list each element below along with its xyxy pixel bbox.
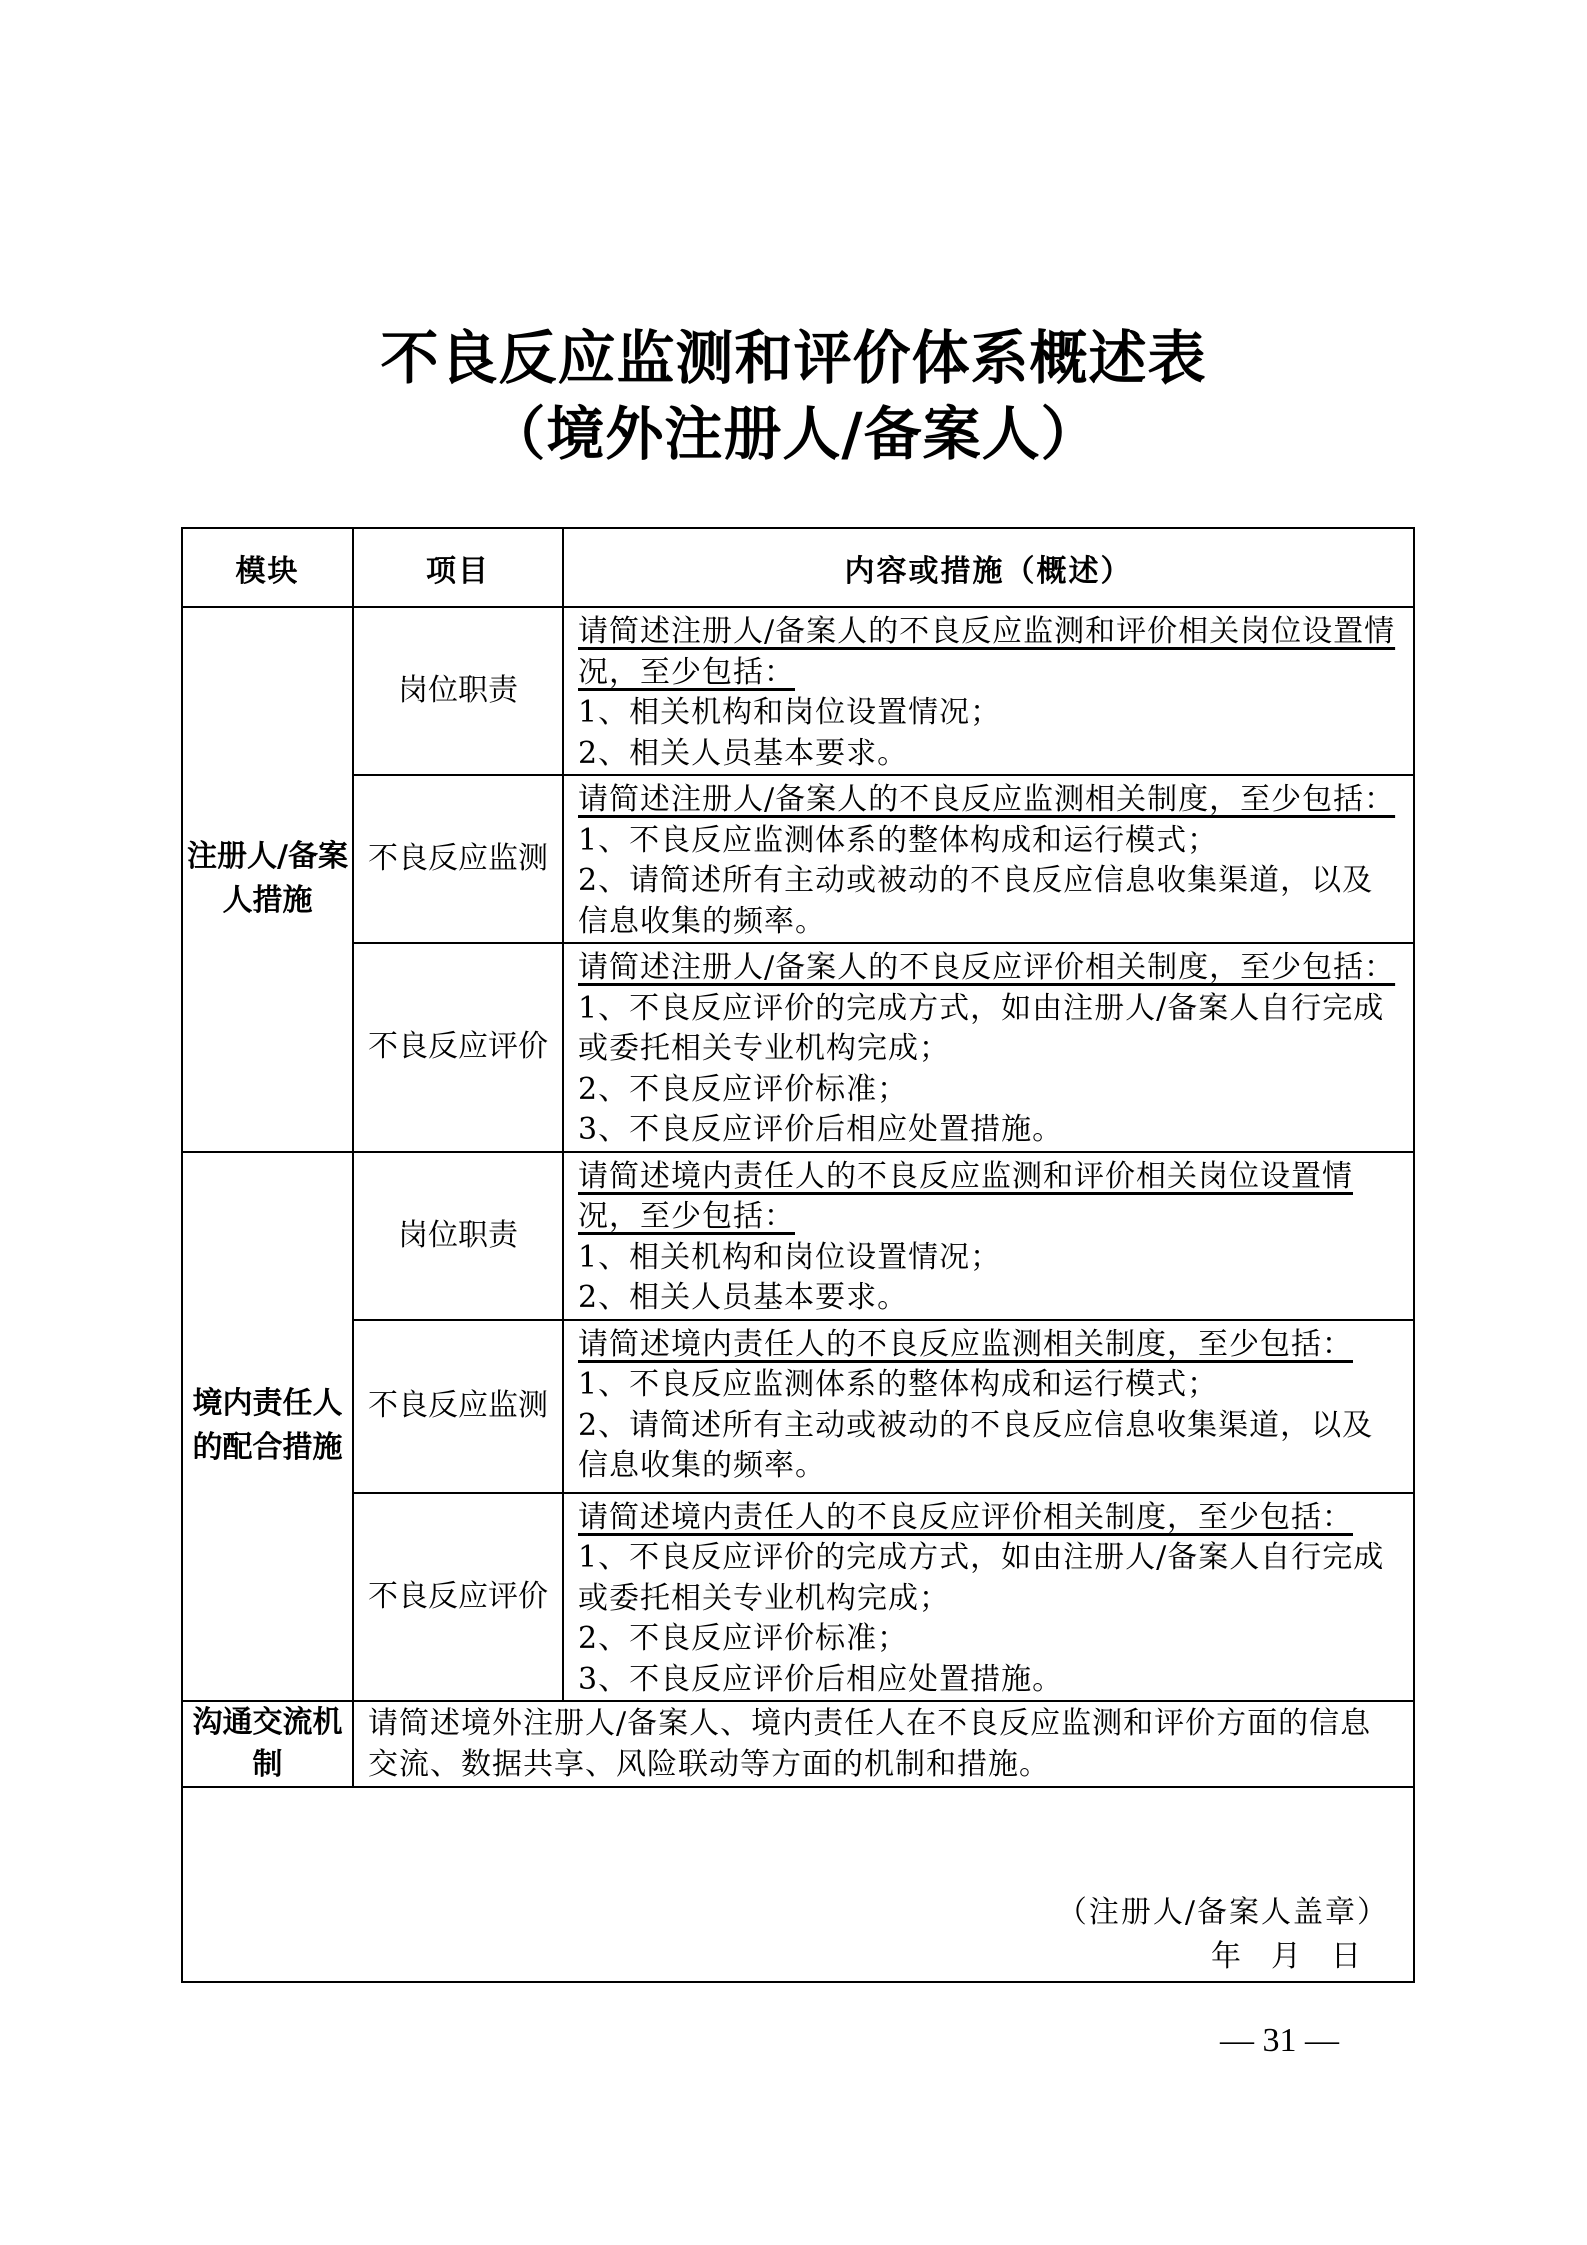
content-lead: 请简述境内责任人的不良反应监测相关制度，至少包括： — [578, 1326, 1353, 1362]
item-cell: 不良反应评价 — [353, 943, 563, 1152]
year-label: 年 — [1211, 1939, 1243, 1974]
table-header-row — [182, 528, 1414, 607]
item-cell: 不良反应监测 — [353, 775, 563, 943]
table-row — [182, 943, 1414, 1152]
module-cell: 境内责任人的配合措施 — [182, 1152, 353, 1702]
table-row — [182, 607, 1414, 775]
page-title: 不良反应监测和评价体系概述表 — [380, 324, 1207, 392]
content-line: 2、请简述所有主动或被动的不良反应信息收集渠道，以及信息收集的频率。 — [578, 1407, 1374, 1483]
table-row — [182, 775, 1414, 943]
table-row — [182, 1152, 1414, 1320]
item-cell: 不良反应监测 — [353, 1320, 563, 1493]
signature-cell — [182, 1787, 1414, 1982]
content-line: 2、相关人员基本要求。 — [578, 735, 909, 771]
content-lead: 请简述注册人/备案人的不良反应监测相关制度，至少包括： — [578, 782, 1396, 817]
content-line: 2、不良反应评价标准； — [578, 1621, 909, 1656]
header-content: 内容或措施（概述） — [563, 528, 1414, 607]
content-line: 1、不良反应评价的完成方式，如由注册人/备案人自行完成或委托相关专业机构完成； — [578, 1540, 1385, 1616]
overview-table — [181, 527, 1415, 1983]
content-line: 2、不良反应评价标准； — [578, 1071, 909, 1107]
content-line: 1、不良反应监测体系的整体构成和运行模式； — [578, 1367, 1219, 1402]
content-lead: 请简述境内责任人的不良反应评价相关制度，至少包括： — [578, 1499, 1353, 1535]
table-row — [182, 1493, 1414, 1702]
content-line: 1、相关机构和岗位设置情况； — [578, 1239, 1002, 1275]
content-line: 3、不良反应评价后相应处置措施。 — [578, 1112, 1064, 1147]
content-line: 1、相关机构和岗位设置情况； — [578, 695, 1002, 730]
content-cell — [563, 943, 1414, 1152]
item-cell: 不良反应评价 — [353, 1493, 563, 1702]
content-line: 1、不良反应评价的完成方式，如由注册人/备案人自行完成或委托相关专业机构完成； — [578, 990, 1385, 1066]
page-number: — 31 — — [1220, 2022, 1339, 2059]
header-module: 模块 — [182, 528, 353, 607]
table-row — [182, 1701, 1414, 1787]
header-item: 项目 — [353, 528, 563, 607]
page-subtitle: （境外注册人/备案人） — [487, 400, 1100, 468]
content-lead: 请简述注册人/备案人的不良反应评价相关制度，至少包括： — [578, 950, 1396, 985]
content-cell — [563, 607, 1414, 775]
content-cell — [563, 1320, 1414, 1493]
content-line: 2、请简述所有主动或被动的不良反应信息收集渠道，以及信息收集的频率。 — [578, 863, 1374, 939]
communication-content: 请简述境外注册人/备案人、境内责任人在不良反应监测和评价方面的信息交流、数据共享、风险联动等方面的机制和措施。 — [353, 1701, 1414, 1787]
month-label: 月 — [1271, 1939, 1303, 1974]
module-cell: 注册人/备案人措施 — [182, 607, 353, 1152]
module-cell: 沟通交流机制 — [182, 1701, 353, 1787]
content-lead: 请简述境内责任人的不良反应监测和评价相关岗位设置情况，至少包括： — [578, 1158, 1353, 1234]
stamp-label: （注册人/备案人盖章） — [1056, 1895, 1389, 1930]
signature-row — [182, 1787, 1414, 1982]
item-cell: 岗位职责 — [353, 607, 563, 775]
content-line: 1、不良反应监测体系的整体构成和运行模式； — [578, 822, 1219, 858]
date-line — [1183, 1931, 1363, 1975]
table-row — [182, 1320, 1414, 1493]
content-line: 2、相关人员基本要求。 — [578, 1280, 909, 1315]
item-cell: 岗位职责 — [353, 1152, 563, 1320]
day-label: 日 — [1331, 1939, 1363, 1974]
content-cell — [563, 775, 1414, 943]
content-cell — [563, 1152, 1414, 1320]
content-cell — [563, 1493, 1414, 1702]
content-lead: 请简述注册人/备案人的不良反应监测和评价相关岗位设置情况，至少包括： — [578, 614, 1396, 690]
content-line: 3、不良反应评价后相应处置措施。 — [578, 1661, 1064, 1697]
